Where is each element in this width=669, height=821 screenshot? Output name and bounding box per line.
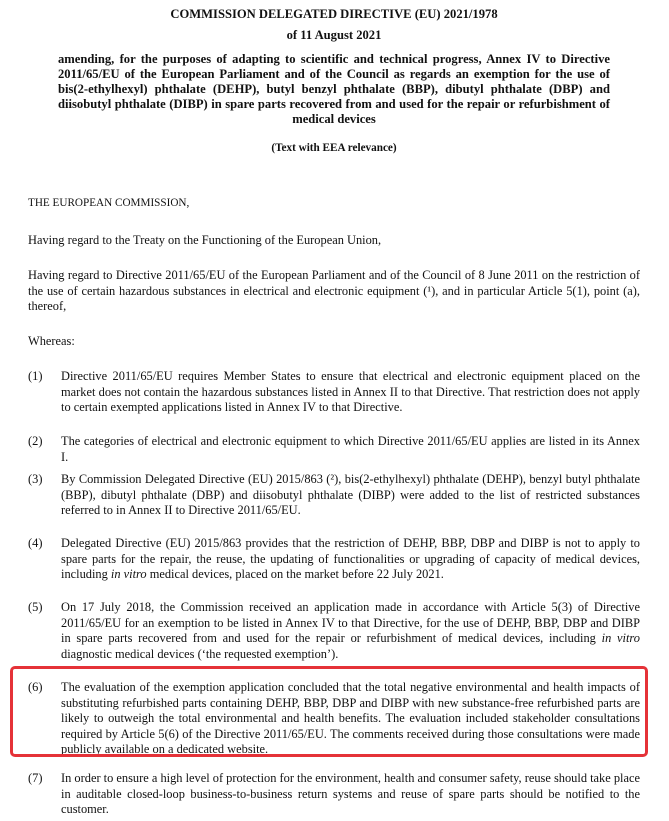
recital-text: The evaluation of the exemption application concluded that the total negative environmental and health impacts of substituting refurbished parts containing DEHP, BBP, DBP and DIBP with new substance-free refurbished parts are likely to outweigh the total environmental and health benefits. The evaluation included stakeholder consultations required by Article 5(6) of the Directive 2011/65/EU. The comments received during those consultations were made publicly available on a dedicated website.	[61, 680, 640, 756]
recital-2	[28, 434, 640, 465]
recital-text: In order to ensure a high level of protection for the environment, health and consumer safety, reuse should take place in auditable closed-loop business-to-business return systems and reuse of spare parts should be notified to the customer.	[61, 771, 640, 816]
recital-text: On 17 July 2018, the Commission received an application made in accordance with Article 5(3) of Directive 2011/65/EU for an exemption to be listed in Annex IV to that Directive, for the use of DEHP, BBP, DBP and DIBP in spare parts recovered from and used for the repair or refurbishment of medical devices, including in vitro diagnostic medical devices (‘the requested exemption’).	[61, 600, 640, 661]
recital-4	[28, 536, 640, 583]
recital-text: Directive 2011/65/EU requires Member States to ensure that electrical and electronic equipment placed on the market does not contain the hazardous substances listed in Annex II to that Directive. That restriction does not apply to certain exempted applications listed in Annex IV to that Directive.	[61, 369, 640, 414]
whereas-label: Whereas:	[28, 334, 75, 348]
recital-3	[28, 472, 640, 519]
recital-5	[28, 600, 640, 662]
recital-number: (1)	[28, 369, 43, 383]
recital-6-highlight-box	[10, 666, 648, 757]
recital-number: (2)	[28, 434, 43, 448]
recital-number: (7)	[28, 771, 43, 785]
recital-number: (5)	[28, 600, 43, 614]
commission-heading: THE EUROPEAN COMMISSION,	[28, 197, 190, 209]
recital-text: Delegated Directive (EU) 2015/863 provides that the restriction of DEHP, BBP, DBP and DIBP is not to apply to spare parts for the repair, the reuse, the updating of functionalities or upgrading of capacity of medical devices, including in vitro medical devices, placed on the market before 22 July 2021.	[61, 536, 640, 581]
recital-1	[28, 369, 640, 416]
regard-treaty: Having regard to the Treaty on the Functioning of the European Union,	[28, 233, 382, 247]
recital-number: (3)	[28, 472, 43, 486]
recital-text: The categories of electrical and electronic equipment to which Directive 2011/65/EU applies are listed in its Annex I.	[61, 434, 640, 464]
directive-subject: amending, for the purposes of adapting to scientific and technical progress, Annex IV to Directive 2011/65/EU of the European Parliament and of the Council as regards an exemption for the use of bis(2-ethylhexyl) phthalate (DEHP), butyl benzyl phthalate (BBP), dibutyl phthalate (DBP) and diisobutyl phthalate (DIBP) in spare parts recovered from and used for the repair or refurbishment of medical devices	[58, 52, 610, 126]
recital-7	[28, 771, 640, 818]
recital-number: (6)	[28, 680, 43, 694]
eea-relevance-note: (Text with EEA relevance)	[271, 142, 397, 154]
directive-date: of 11 August 2021	[286, 28, 382, 42]
recital-text: By Commission Delegated Directive (EU) 2015/863 (²), bis(2-ethylhexyl) phthalate (DEHP), benzyl butyl phthalate (BBP), dibutyl phthalate (DBP) and diisobutyl phthalate (DIBP) were added to the list of restricted substances referred to in Annex II to Directive 2011/65/EU.	[61, 472, 640, 517]
directive-title: COMMISSION DELEGATED DIRECTIVE (EU) 2021/1978	[170, 7, 498, 21]
recital-number: (4)	[28, 536, 43, 550]
regard-directive: Having regard to Directive 2011/65/EU of the European Parliament and of the Council of 8 June 2011 on the restriction of the use of certain hazardous substances in electrical and electronic equipment (¹), and in particular Article 5(1), point (a), thereof,	[28, 268, 640, 313]
